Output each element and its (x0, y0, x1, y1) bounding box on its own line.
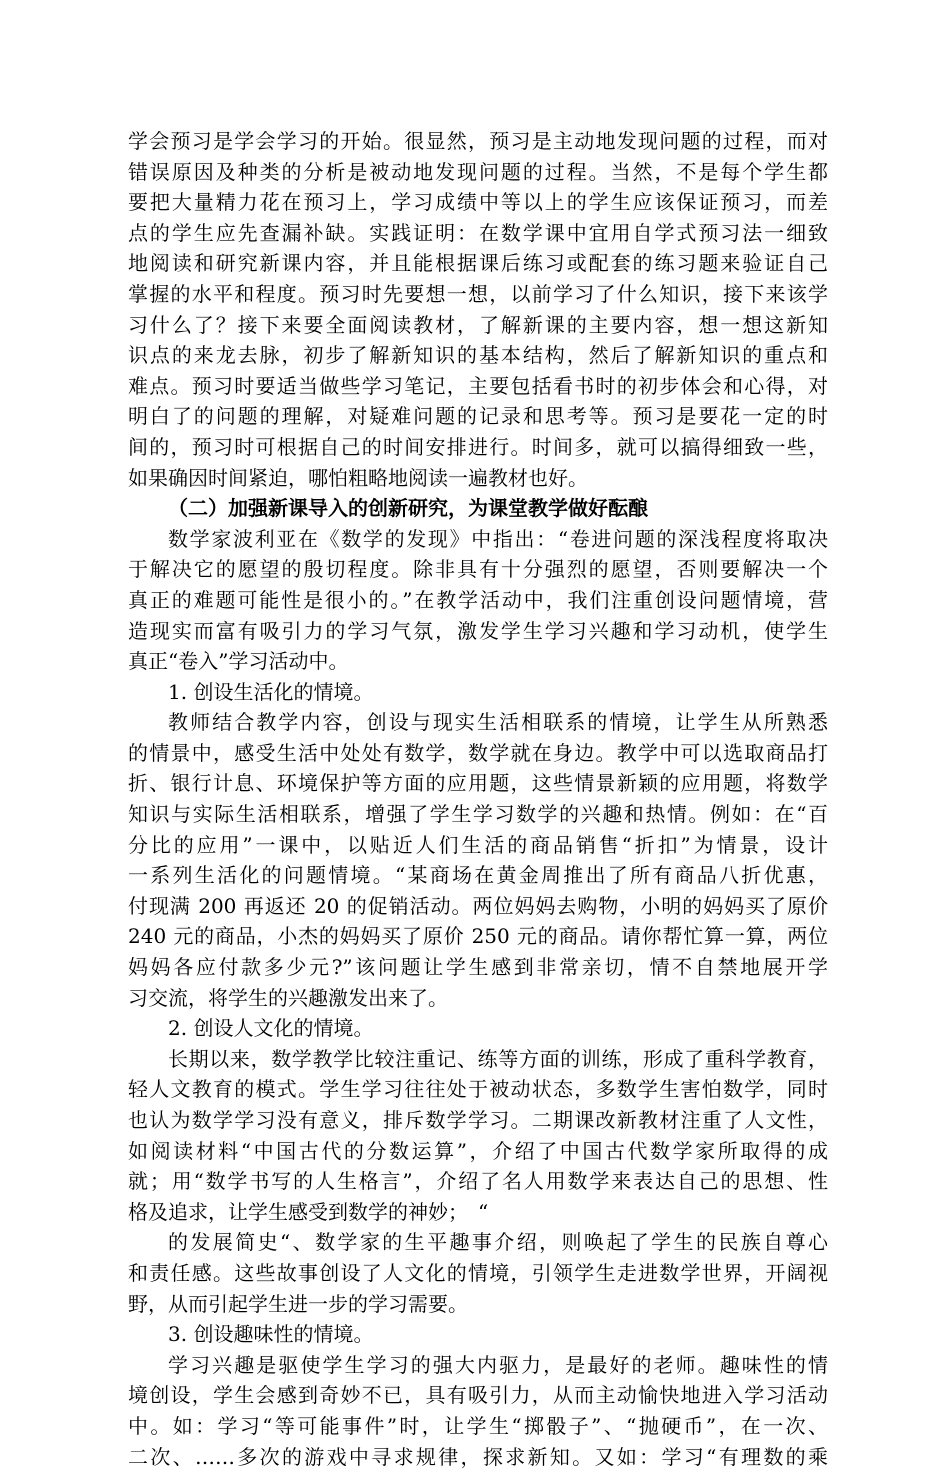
paragraph-line: 也认为数学学习没有意义，排斥数学学习。二期课改新教材注重了人文性， (128, 1108, 828, 1132)
paragraph-line: 明白了的问题的理解，对疑难问题的记录和思考等。预习是要花一定的时 (128, 404, 828, 429)
paragraph-line: 间的，预习时可根据自己的时间安排进行。时间多，就可以搞得细致一些， (128, 434, 828, 459)
paragraph-line: 野，从而引起学生进一步的学习需要。 (128, 1291, 468, 1316)
paragraph-line: 学会预习是学会学习的开始。很显然，预习是主动地发现问题的过程，而对 (128, 129, 828, 153)
paragraph-line: 造现实而富有吸引力的学习气氛，激发学生学习兴趣和学习动机，使学生 (128, 618, 828, 643)
paragraph-line: 学习兴趣是驱使学生学习的强大内驱力，是最好的老师。趣味性的情 (168, 1352, 828, 1377)
paragraph-line: 点的学生应先查漏补缺。实践证明：在数学课中宜用自学式预习法一细致 (128, 220, 828, 245)
paragraph-line: 如果确因时间紧迫，哪怕粗略地阅读一遍教材也好。 (128, 465, 588, 490)
paragraph-line: 习交流，将学生的兴趣激发出来了。 (128, 985, 448, 1010)
paragraph-line: 就；用“数学书写的人生格言”，介绍了名人用数学来表达自己的思想、性 (128, 1169, 828, 1194)
paragraph-line: 境创设，学生会感到奇妙不已，具有吸引力，从而主动愉快地进入学习活动 (128, 1383, 828, 1408)
paragraph-line: 要把大量精力花在预习上，学习成绩中等以上的学生应该保证预习，而差 (128, 190, 828, 215)
paragraph-line: 长期以来，数学教学比较注重记、练等方面的训练，形成了重科学教育， (168, 1046, 828, 1071)
paragraph-line: 二次、……多次的游戏中寻求规律，探求新知。又如：学习“有理数的乘 (128, 1444, 828, 1469)
paragraph-line: 付现满 200 再返还 20 的促销活动。两位妈妈去购物，小明的妈妈买了原价 (128, 893, 828, 918)
paragraph-line: 数学家波利亚在《数学的发现》中指出：“卷进问题的深浅程度将取决 (168, 526, 828, 551)
paragraph-line: 于解决它的愿望的殷切程度。除非具有十分强烈的愿望，否则要解决一个 (128, 557, 828, 582)
paragraph-line: 格及追求，让学生感受到数学的神妙； “ (128, 1199, 489, 1224)
paragraph-line: 习什么了？接下来要全面阅读教材，了解新课的主要内容，想一想这新知 (128, 312, 828, 337)
paragraph-line: 分比的应用”一课中，以贴近人们生活的商品销售“折扣”为情景，设计 (128, 832, 828, 857)
document-body (128, 126, 828, 1472)
paragraph-line: 和责任感。这些故事创设了人文化的情境，引领学生走进数学世界，开阔视 (128, 1260, 828, 1285)
section-heading: （二）加强新课导入的创新研究，为课堂教学做好酝酿 (168, 496, 648, 521)
paragraph-line: 掌握的水平和程度。预习时先要想一想，以前学习了什么知识，接下来该学 (128, 281, 828, 306)
paragraph-line: 2. 创设人文化的情境。 (168, 1016, 374, 1041)
paragraph-line: 如阅读材料“中国古代的分数运算”，介绍了中国古代数学家所取得的成 (128, 1138, 828, 1163)
paragraph-line: 240 元的商品，小杰的妈妈买了原价 250 元的商品。请你帮忙算一算，两位 (128, 924, 828, 949)
paragraph-line: 教师结合教学内容，创设与现实生活相联系的情境，让学生从所熟悉 (168, 710, 828, 735)
paragraph-line: 真正的难题可能性是很小的。”在教学活动中，我们注重创设问题情境，营 (128, 587, 828, 612)
paragraph-line: 的发展简史“、数学家的生平趣事介绍，则唤起了学生的民族自尊心 (168, 1230, 828, 1255)
paragraph-line: 地阅读和研究新课内容，并且能根据课后练习或配套的练习题来验证自己 (128, 251, 828, 276)
paragraph-line: 知识与实际生活相联系，增强了学生学习数学的兴趣和热情。例如：在“百 (128, 802, 828, 827)
paragraph-line: 真正“卷入”学习活动中。 (128, 649, 349, 674)
paragraph-line: 3. 创设趣味性的情境。 (168, 1322, 374, 1347)
paragraph-line: 的情景中，感受生活中处处有数学，数学就在身边。教学中可以选取商品打 (128, 740, 828, 765)
paragraph-line: 轻人文教育的模式。学生学习往往处于被动状态，多数学生害怕数学，同时 (128, 1077, 828, 1102)
paragraph-line: 一系列生活化的问题情境。“某商场在黄金周推出了所有商品八折优惠， (128, 863, 828, 888)
paragraph-line: 中。如：学习“等可能事件”时，让学生“掷骰子”、“抛硬币”，在一次、 (128, 1413, 828, 1438)
paragraph-line: 难点。预习时要适当做些学习笔记，主要包括看书时的初步体会和心得，对 (128, 373, 828, 398)
paragraph-line: 错误原因及种类的分析是被动地发现问题的过程。当然，不是每个学生都 (128, 159, 828, 184)
paragraph-line: 识点的来龙去脉，初步了解新知识的基本结构，然后了解新知识的重点和 (128, 343, 828, 368)
paragraph-line: 妈妈各应付款多少元?”该问题让学生感到非常亲切，情不自禁地展开学 (128, 955, 828, 980)
paragraph-line: 1. 创设生活化的情境。 (168, 679, 374, 704)
paragraph-line: 折、银行计息、环境保护等方面的应用题，这些情景新颖的应用题，将数学 (128, 771, 828, 796)
